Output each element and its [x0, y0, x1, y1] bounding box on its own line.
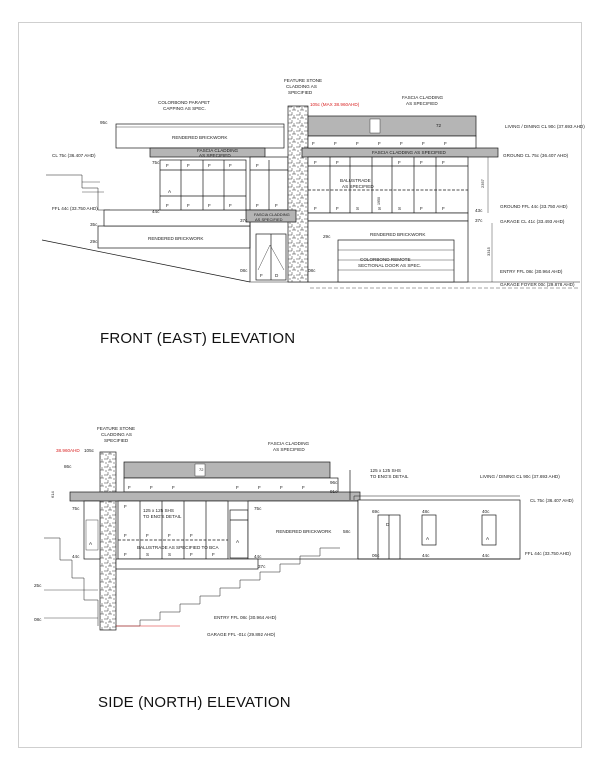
level-garage-foyer: GARAGE FOYER 00c (29.878 AHD) [500, 282, 575, 287]
side-note-balustrade: BALUSTRADE AS SPECIFIED TO BCA [137, 545, 219, 550]
side-level-105: 105c [84, 448, 94, 453]
mark-sliding: S [356, 206, 360, 211]
side-level-44c: 44c [422, 553, 430, 558]
level-72: 72 [436, 123, 442, 128]
mark-fixed: F [336, 206, 339, 211]
mark-fixed: F [334, 141, 337, 146]
mark-door: D [386, 522, 390, 527]
front-left-window-block [160, 160, 246, 210]
side-note-rendered: RENDERED BRICKWORK [276, 529, 332, 534]
note-fascia-left-2: AS SPECIFIED [199, 153, 231, 158]
side-level-75b: 75c [254, 506, 262, 511]
mark-fixed: F [146, 533, 149, 538]
front-podium [104, 210, 250, 226]
mark-fixed: F [128, 485, 131, 490]
mark-fixed: F [442, 160, 445, 165]
level-ffl-left: FFL 44c (33.750 AHD) [52, 206, 98, 211]
note-rendered-lower: RENDERED BRICKWORK [148, 236, 204, 241]
level-95: 95c [100, 120, 108, 125]
level-29b: 29c [323, 234, 331, 239]
level-ground-ffl: GROUND FFL 44c (33.750 AHD) [500, 204, 568, 209]
side-level-44: 44c [72, 554, 80, 559]
mark-fixed: F [258, 485, 261, 490]
side-note-fascia-1: FASCIA CLADDING [268, 441, 310, 446]
mark-fixed: F [336, 160, 339, 165]
side-level-08: 08c [34, 617, 42, 622]
side-floor-slab [116, 559, 258, 569]
mark-sliding: S [398, 206, 402, 211]
mark-fixed: F [420, 160, 423, 165]
dim-1950: 1950 [377, 197, 381, 205]
side-stone-column [100, 452, 116, 630]
front-garage-podium [308, 213, 468, 221]
note-fascia-right: FASCIA CLADDING AS SPECIFIED [372, 150, 446, 155]
mark-sliding: S [378, 206, 382, 211]
level-ground-cl: GROUND CL 75c (36.407 AHD) [503, 153, 569, 158]
note-max-height: 105c (MAX 38.960AHD) [310, 102, 360, 107]
dim-2357: 2357 [480, 179, 485, 188]
front-elevation [42, 106, 580, 288]
side-fascia-band [70, 492, 360, 501]
mark-fixed: F [229, 163, 232, 168]
side-level-44d: 44c [482, 553, 490, 558]
note-stone-1: FEATURE STONE [284, 78, 323, 83]
level-08: 08c [240, 268, 248, 273]
mark-fixed: F [420, 206, 423, 211]
front-stone-column [288, 106, 308, 282]
level-44: 44c [152, 209, 160, 214]
note-balustrade-2: AS SPECIFIED [342, 184, 374, 189]
side-note-stone-2: CLADDING AS [101, 432, 132, 437]
mark-fixed: F [124, 552, 127, 557]
mark-fixed: F [260, 273, 263, 278]
side-level-entry: ENTRY FFL 08c (30.964 AHD) [214, 615, 277, 620]
level-35: 35c [90, 222, 98, 227]
side-note-stone-1: FEATURE STONE [97, 426, 136, 431]
mark-fixed: F [312, 141, 315, 146]
mark-fixed: F [190, 552, 193, 557]
side-level-garage: GARAGE FFL -01c (29.892 AHD) [207, 632, 276, 637]
mark-sliding: S [146, 552, 150, 557]
note-rendered-upper: RENDERED BRICKWORK [172, 135, 228, 140]
mark-fixed: F [150, 485, 153, 490]
side-level-06: 06c [372, 553, 380, 558]
mark-fixed: F [187, 163, 190, 168]
note-balustrade-1: BALUSTRADE [340, 178, 371, 183]
mark-awning: A [426, 536, 430, 541]
side-level-86: 86c [64, 464, 72, 469]
mark-fixed: F [208, 203, 211, 208]
level-living: LIVING / DINING CL 90c (37.693 AHD) [505, 124, 585, 129]
side-elevation-title: SIDE (NORTH) ELEVATION [98, 694, 291, 711]
mark-awning: A [236, 539, 240, 544]
side-level-ffl: FFL 44c (33.750 AHD) [525, 551, 571, 556]
side-note-stone-3: SPECIFIED [104, 438, 129, 443]
side-top-fascia [124, 462, 330, 478]
note-stone-3: SPECIFIED [288, 90, 313, 95]
mark-fixed: F [275, 203, 278, 208]
side-level-48: 48c [422, 509, 430, 514]
mark-fixed: F [302, 485, 305, 490]
note-parapet-1: COLORBOND PARAPET [158, 100, 210, 105]
mark-fixed: F [168, 533, 171, 538]
mark-door: D [275, 273, 279, 278]
side-level-58: 58c [343, 529, 351, 534]
dim-3315: 3315 [486, 247, 491, 256]
front-right-glazing [308, 157, 468, 213]
level-75: 75c [152, 160, 160, 165]
side-level-cl: CL 75c (36.407 AHD) [530, 498, 574, 503]
note-parapet-2: CAPPING AS SPEC. [163, 106, 206, 111]
mark-fixed: F [398, 160, 401, 165]
side-note-max-height: 38.960AHD [56, 448, 80, 453]
side-level-living: LIVING / DINING CL 90c (37.693 AHD) [480, 474, 560, 479]
level-garage-cl: GARAGE CL 41c (33.493 AHD) [500, 219, 565, 224]
side-note-shs-top-1: 125 x 125 SHS [370, 468, 401, 473]
side-level-40: 40c [482, 509, 490, 514]
front-left-fence [46, 175, 110, 210]
level-29: 29c [90, 239, 98, 244]
mark-fixed: F [229, 203, 232, 208]
level-37: 37c [240, 218, 248, 223]
mark-fixed: F [190, 533, 193, 538]
side-level-96: 96c [330, 480, 338, 485]
side-dim-614: 614 [50, 491, 55, 498]
mark-fixed: F [444, 141, 447, 146]
mark-fixed: F [280, 485, 283, 490]
side-level-37: 37c [258, 564, 266, 569]
mark-awning: A [89, 541, 93, 546]
note-fascia-left-1: FASCIA CLADDING [197, 148, 239, 153]
mark-fixed: F [212, 552, 215, 557]
mark-fixed: F [256, 163, 259, 168]
note-fascia-top-1: FASCIA CLADDING [402, 95, 444, 100]
mark-fixed: F [187, 203, 190, 208]
side-level-69: 69c [372, 509, 380, 514]
note-garage-door-1: COLORBOND REMOTE [360, 257, 411, 262]
mark-fixed: F [166, 163, 169, 168]
side-level-91: 91c [330, 489, 338, 494]
mark-fixed: F [314, 160, 317, 165]
mark-fixed: F [400, 141, 403, 146]
mark-fixed: F [124, 504, 127, 509]
mark-fixed: F [378, 141, 381, 146]
side-note-shs-top-2: TO ENG'S DETAIL [370, 474, 409, 479]
side-note-shs-mid-1: 125 x 125 SHS [143, 508, 174, 513]
mark-fixed: F [124, 533, 127, 538]
level-entry: ENTRY FFL 08c (30.964 AHD) [500, 269, 563, 274]
level-cl-left: CL 75c (36.407 AHD) [52, 153, 96, 158]
note-fascia-mid-1: FASCIA CLADDING [254, 212, 290, 217]
mark-sliding: S [168, 552, 172, 557]
mark-fixed: F [422, 141, 425, 146]
note-garage-door-2: SECTIONAL DOOR AS SPEC. [358, 263, 422, 268]
mark-awning: A [168, 189, 172, 194]
note-fascia-top-2: AS SPECIFIED [406, 101, 438, 106]
level-43: 43c [475, 208, 483, 213]
note-rendered-base: RENDERED BRICKWORK [370, 232, 426, 237]
front-elevation-title: FRONT (EAST) ELEVATION [100, 330, 296, 347]
level-08b: 08c [308, 268, 316, 273]
mark-fixed: F [314, 206, 317, 211]
note-stone-2: CLADDING AS [286, 84, 317, 89]
side-level-44b: 44c [254, 554, 262, 559]
side-level-75: 75c [72, 506, 80, 511]
mark-fixed: F [236, 485, 239, 490]
front-top-cladding [308, 116, 476, 136]
mark-fixed: F [172, 485, 175, 490]
mark-fixed: F [356, 141, 359, 146]
side-glazing [118, 501, 248, 559]
mark-awning: A [486, 536, 490, 541]
side-level-25: 25c [34, 583, 42, 588]
mark-fixed: F [166, 203, 169, 208]
side-note-fascia-2: AS SPECIFIED [273, 447, 305, 452]
mark-fixed: F [208, 163, 211, 168]
side-note-shs-mid-2: TO ENG'S DETAIL [143, 514, 182, 519]
mark-fixed: F [256, 203, 259, 208]
level-37b: 37c [475, 218, 483, 223]
side-elevation [44, 452, 520, 630]
note-fascia-mid-2: AS SPECIFIED [255, 217, 283, 222]
side-level-72: 72 [199, 467, 204, 472]
mark-fixed: F [442, 206, 445, 211]
